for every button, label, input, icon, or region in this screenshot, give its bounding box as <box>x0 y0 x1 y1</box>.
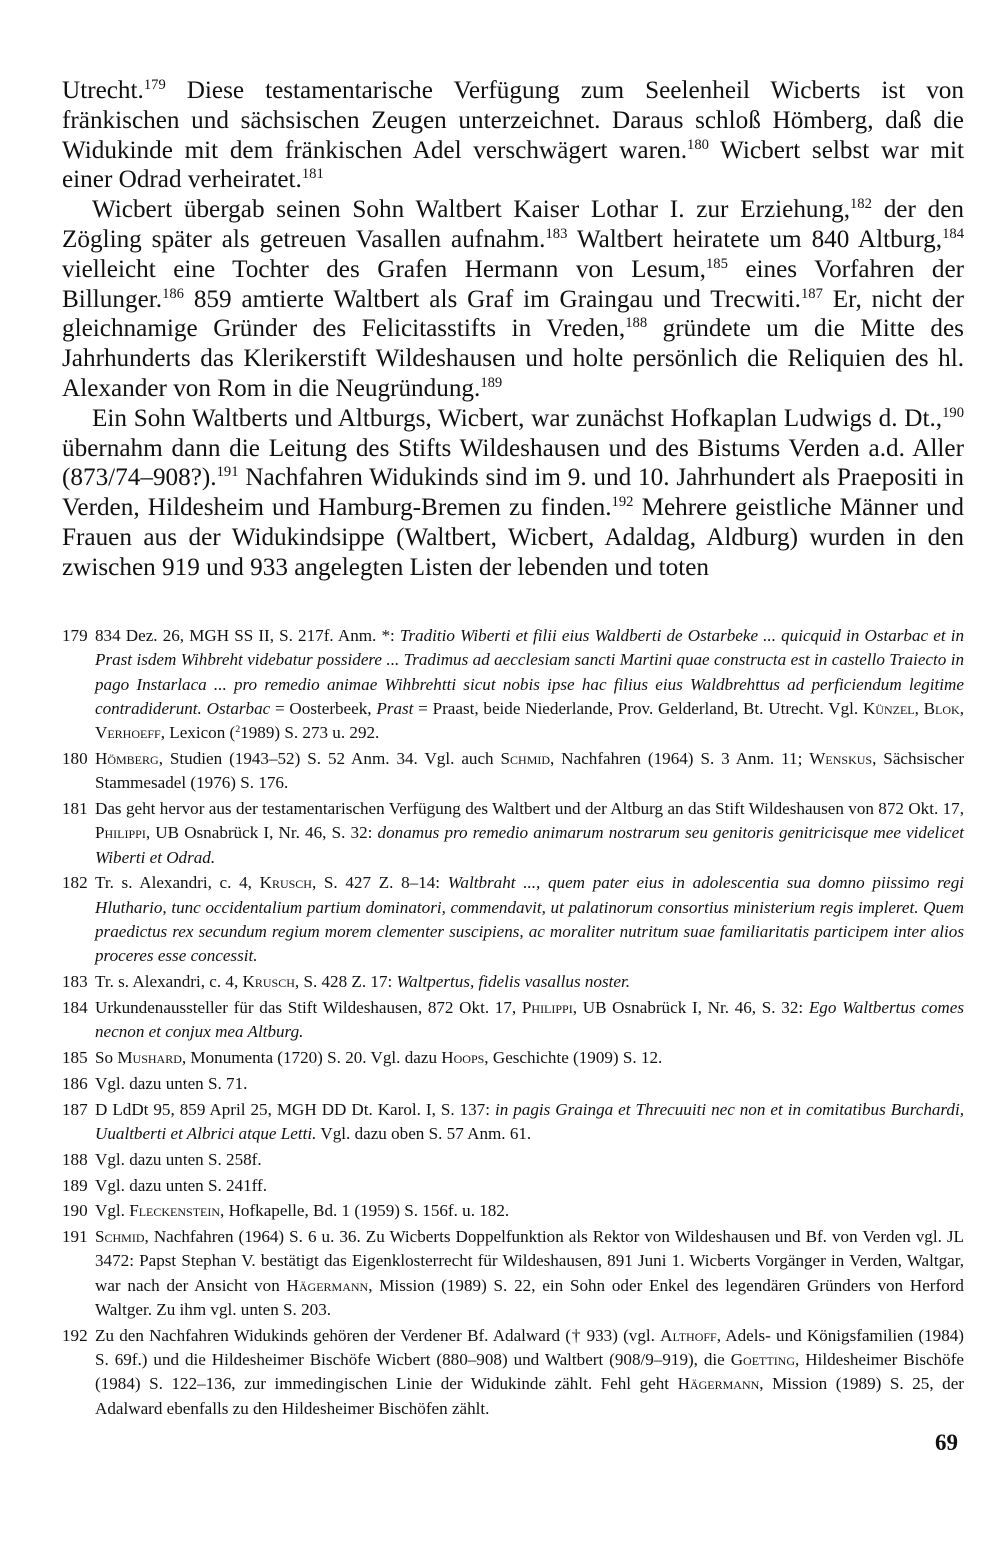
footnote-number: 179 <box>62 626 88 645</box>
footnote-text-run: Vgl. dazu unten S. 241ff. <box>95 1175 268 1195</box>
footnote-number: 189 <box>62 1175 88 1195</box>
footnote-text-run: Tr. s. Alexandri, c. 4, <box>95 972 243 992</box>
footnote <box>62 996 964 1045</box>
author-name: Fleckenstein <box>129 1201 221 1221</box>
author-name: Künzel, Blok, Verhoeff <box>95 698 964 743</box>
latin-quotation: donamus pro remedio animarum nostrarum seu genitoris genitricisque mee videlicet Wiberti et Odrad. <box>95 823 964 867</box>
latin-quotation: Traditio Wiberti et filii eius Waldberti de Ostarbeke ... quicquid in Ostarbac et in Prast isdem Wihbreht videbatur possidere ... Tradimus ad aecclesiam sancti Martini quae constructa est in castello Traiecto in pago Instarlaca ... pro remedio animae Wihbrehtti sicut nobis ipse hac filius eius Waldbrehttus ad perficiendum legitime contradiderunt. Ostarbac <box>95 626 965 718</box>
body-text-run: 859 amtierte Waltbert als Graf im Graingau und Trecwiti. <box>183 285 801 313</box>
footnote-text-run: Zu den Nachfahren Widukinds gehören der Verdener Bf. Adalward († 933) (vgl. <box>95 1325 661 1345</box>
footnote-text-run: , Mission (1989) S. 25, der Adalward ebenfalls zu den Hildesheimer Bischöfen zählt. <box>95 1374 964 1418</box>
footnote-text-run: , Hofkapelle, Bd. 1 (1959) S. 156f. u. 182. <box>220 1201 510 1221</box>
footnote <box>62 1225 964 1322</box>
footnote-number: 187 <box>62 1099 88 1119</box>
footnote <box>62 1072 964 1096</box>
footnote-reference[interactable]: 188 <box>625 315 648 332</box>
body-text-run: Mehrere geistliche Männer und Frauen aus der Widukindsippe (Waltbert, Wicbert, Adaldag, Aldburg) wurden in den zwischen 919 und 933 angelegten Listen der lebenden und toten <box>62 494 964 581</box>
footnote-text-run: So <box>95 1048 118 1068</box>
footnote-text-run: , Lexicon ( <box>160 723 236 743</box>
footnote-text-run: , Hildesheimer Bischöfe (1984) S. 122–136, zur immedingischen Linie der Widukinde zählt. Fehl geht <box>95 1350 965 1394</box>
author-name: Schmid <box>500 748 551 768</box>
body-text-run: der den Zögling später als getreuen Vasallen aufnahm. <box>62 196 964 253</box>
latin-quotation: in pagis Grainga et Threcuuiti nec non et in comitatibus Burchardi, Uualtberti et Albrici atque Letti. <box>95 1099 964 1143</box>
footnotes <box>62 624 964 1423</box>
footnote <box>62 1098 964 1147</box>
author-name: Goetting <box>730 1350 796 1370</box>
footnote-reference[interactable]: 186 <box>162 285 184 302</box>
footnote-text-run: , S. 428 Z. 17: <box>294 972 397 992</box>
superscript: 2 <box>235 724 241 736</box>
author-name: Hägermann <box>286 1275 369 1295</box>
latin-quotation: Waltpertus, fidelis vasallus noster. <box>396 972 630 992</box>
footnote-text-run: , Studien (1943–52) S. 52 Anm. 34. Vgl. auch <box>158 748 501 768</box>
author-name: Hömberg <box>95 748 159 768</box>
body-text-run: übernahm dann die Leitung des Stifts Wildeshausen und des Bistums Verden a.d. Aller (873/74–908?). <box>62 434 964 492</box>
body-text-run: Er, nicht der gleichnamige Gründer des Felicitasstifts in Vreden, <box>62 285 964 343</box>
footnote-text-run: Tr. s. Alexandri, c. 4, <box>95 873 260 893</box>
footnote <box>62 1148 964 1172</box>
footnote-reference[interactable]: 179 <box>143 76 166 93</box>
footnote-number: 190 <box>62 1201 88 1221</box>
footnote <box>62 747 964 796</box>
footnote-text-run: D LdDt 95, 859 April 25, MGH DD Dt. Karol. I, S. 137: <box>95 1099 495 1119</box>
footnote-text-run: = Praast, beide Niederlande, Prov. Gelderland, Bt. Utrecht. Vgl. <box>413 698 863 718</box>
footnote-number: 192 <box>62 1325 88 1345</box>
footnote-text-run: , Adels- und Königsfamilien (1984) S. 69f.) und die Hildesheimer Bischöfe Wicbert (880–908) und Waltbert (908/9–919), die <box>95 1325 964 1370</box>
footnote-text-run: Vgl. <box>95 1201 130 1221</box>
author-name: Hoops <box>441 1048 485 1068</box>
footnote <box>62 797 964 870</box>
footnote-number: 188 <box>62 1149 88 1169</box>
author-name: Krusch <box>259 873 312 893</box>
author-name: Hägermann <box>677 1374 760 1394</box>
author-name: Philippi <box>521 997 573 1017</box>
footnote-reference[interactable]: 189 <box>480 374 503 391</box>
footnote <box>62 1174 964 1198</box>
footnote-text-run: Vgl. dazu unten S. 258f. <box>95 1149 262 1169</box>
body-text-run: Utrecht. <box>62 77 144 104</box>
body-text <box>62 76 964 583</box>
footnote-text-run: , UB Osnabrück I, Nr. 46, S. 32: <box>572 997 809 1017</box>
footnote <box>62 1324 964 1421</box>
latin-quotation: Waltbraht ..., quem pater eius in adolescentia sua domno piissimo regi Hluthario, tunc occidentalium partium dominatori, commendavit, ut palatinorum consortius ministerium regis impleret. Quem praedictus rex secundum regium morem clementer suscipiens, ac moraliter nutritum suae familiaritatis participem inter alios proceres esse concessit. <box>95 873 964 966</box>
body-text-run: Wicbert selbst war mit einer Odrad verheiratet. <box>62 136 964 194</box>
footnote-reference[interactable]: 181 <box>301 166 324 183</box>
footnote <box>62 624 964 745</box>
footnote-text-run: Vgl. dazu unten S. 71. <box>95 1073 248 1093</box>
footnote <box>62 970 964 994</box>
body-text-run: Nachfahren Widukinds sind im 9. und 10. Jahrhundert als Praepositi in Verden, Hildesheim und Hamburg-Bremen zu finden. <box>62 464 964 522</box>
footnote-text-run: 1989) S. 273 u. 292. <box>240 723 380 743</box>
body-text-run: Diese testamentarische Verfügung zum Seelenheil Wicberts ist von fränkischen und sächsischen Zeugen unterzeichnet. Daraus schloß Hömberg, daß die Widukinde mit dem fränkischen Adel verschwägert waren. <box>62 77 964 164</box>
footnote-text-run: , Nachfahren (1964) S. 6 u. 36. Zu Wicberts Doppelfunktion als Rektor von Wildeshausen und Bf. von Verden vgl. JL 3472: Papst Stephan V. bestätigt das Eigenklosterrecht für Wildeshausen, 891 Juni 1. Wicberts Vorgänger in Verden, Waltgar, war nach der Ansicht von <box>95 1227 964 1295</box>
footnote-reference[interactable]: 187 <box>800 285 823 302</box>
footnote-number: 183 <box>62 972 88 992</box>
footnote-text-run: , Geschichte (1909) S. 12. <box>484 1048 663 1068</box>
body-text-run: Wicbert übergab seinen Sohn Waltbert Kaiser Lothar I. zur Erziehung, <box>92 196 850 224</box>
author-name: Mushard <box>117 1048 182 1068</box>
footnote <box>62 1046 964 1070</box>
footnote <box>62 871 964 968</box>
latin-quotation: Ego Waltbertus comes necnon et conjux mea Altburg. <box>95 997 964 1042</box>
footnote-number: 186 <box>62 1073 88 1093</box>
author-name: Schmid <box>95 1227 145 1247</box>
author-name: Krusch <box>242 972 295 992</box>
footnote-reference[interactable]: 183 <box>545 225 568 242</box>
footnote-text-run: , Mission (1989) S. 22, ein Sohn oder Enkel des legendären Gründers von Herford Waltger. Zu ihm vgl. unten S. 203. <box>95 1275 964 1320</box>
author-name: Philippi <box>95 823 146 843</box>
latin-quotation: Prast <box>376 698 414 718</box>
footnote-text-run: Urkundenaussteller für das Stift Wildeshausen, 872 Okt. 17, <box>95 997 522 1017</box>
body-text-run: Waltbert heiratete um 840 Altburg, <box>567 225 943 253</box>
body-text-run: eines Vorfahren der Billunger. <box>62 255 965 313</box>
footnote-text-run: = Oosterbeek, <box>270 698 377 718</box>
footnote-text-run: 834 Dez. 26, MGH SS II, S. 217f. Anm. *: <box>95 626 400 645</box>
body-text-run: vielleicht eine Tochter des Grafen Hermann von Lesum, <box>62 255 706 283</box>
footnote-text-run: , Nachfahren (1964) S. 3 Anm. 11; <box>550 748 810 768</box>
footnote-text-run: Vgl. dazu oben S. 57 Anm. 61. <box>316 1123 532 1143</box>
footnote-number: 182 <box>62 873 88 893</box>
footnote-text-run: , S. 427 Z. 8–14: <box>311 873 448 893</box>
author-name: Wenskus <box>809 748 873 768</box>
footnote-number: 180 <box>62 748 88 768</box>
footnote-reference[interactable]: 182 <box>850 196 872 213</box>
footnote <box>62 1199 964 1223</box>
footnote-text-run: , UB Osnabrück I, Nr. 46, S. 32: <box>145 823 378 843</box>
body-paragraph <box>62 76 964 195</box>
body-paragraph <box>62 404 964 583</box>
body-paragraph <box>62 195 964 404</box>
footnote-reference[interactable]: 180 <box>687 136 709 153</box>
footnote-number: 184 <box>62 997 88 1017</box>
body-text-run: Ein Sohn Waltberts und Altburgs, Wicbert, war zunächst Hofkaplan Ludwigs d. Dt., <box>92 404 943 432</box>
footnote-text-run: , Monumenta (1720) S. 20. Vgl. dazu <box>181 1048 442 1068</box>
footnote-reference[interactable]: 190 <box>942 404 964 421</box>
footnote-number: 181 <box>62 799 88 819</box>
footnote-number: 185 <box>62 1048 88 1068</box>
footnote-text-run: , Sächsischer Stammesadel (1976) S. 176. <box>95 748 965 793</box>
footnote-reference[interactable]: 184 <box>942 225 964 242</box>
footnote-reference[interactable]: 191 <box>216 464 239 481</box>
footnote-number: 191 <box>62 1227 88 1247</box>
author-name: Althoff <box>660 1325 717 1345</box>
footnote-reference[interactable]: 192 <box>611 494 634 511</box>
body-text-run: gründete um die Mitte des Jahrhunderts das Klerikerstift Wildeshausen und holte persönlich die Reliquien des hl. Alexander von Rom in die Neugründung. <box>62 315 964 402</box>
footnote-reference[interactable]: 185 <box>705 255 728 272</box>
page-number: 69 <box>935 1430 958 1455</box>
footnote-text-run: Das geht hervor aus der testamentarischen Verfügung des Waltbert und der Altburg an das Stift Wildeshausen von 872 Okt. 17, <box>95 799 964 819</box>
